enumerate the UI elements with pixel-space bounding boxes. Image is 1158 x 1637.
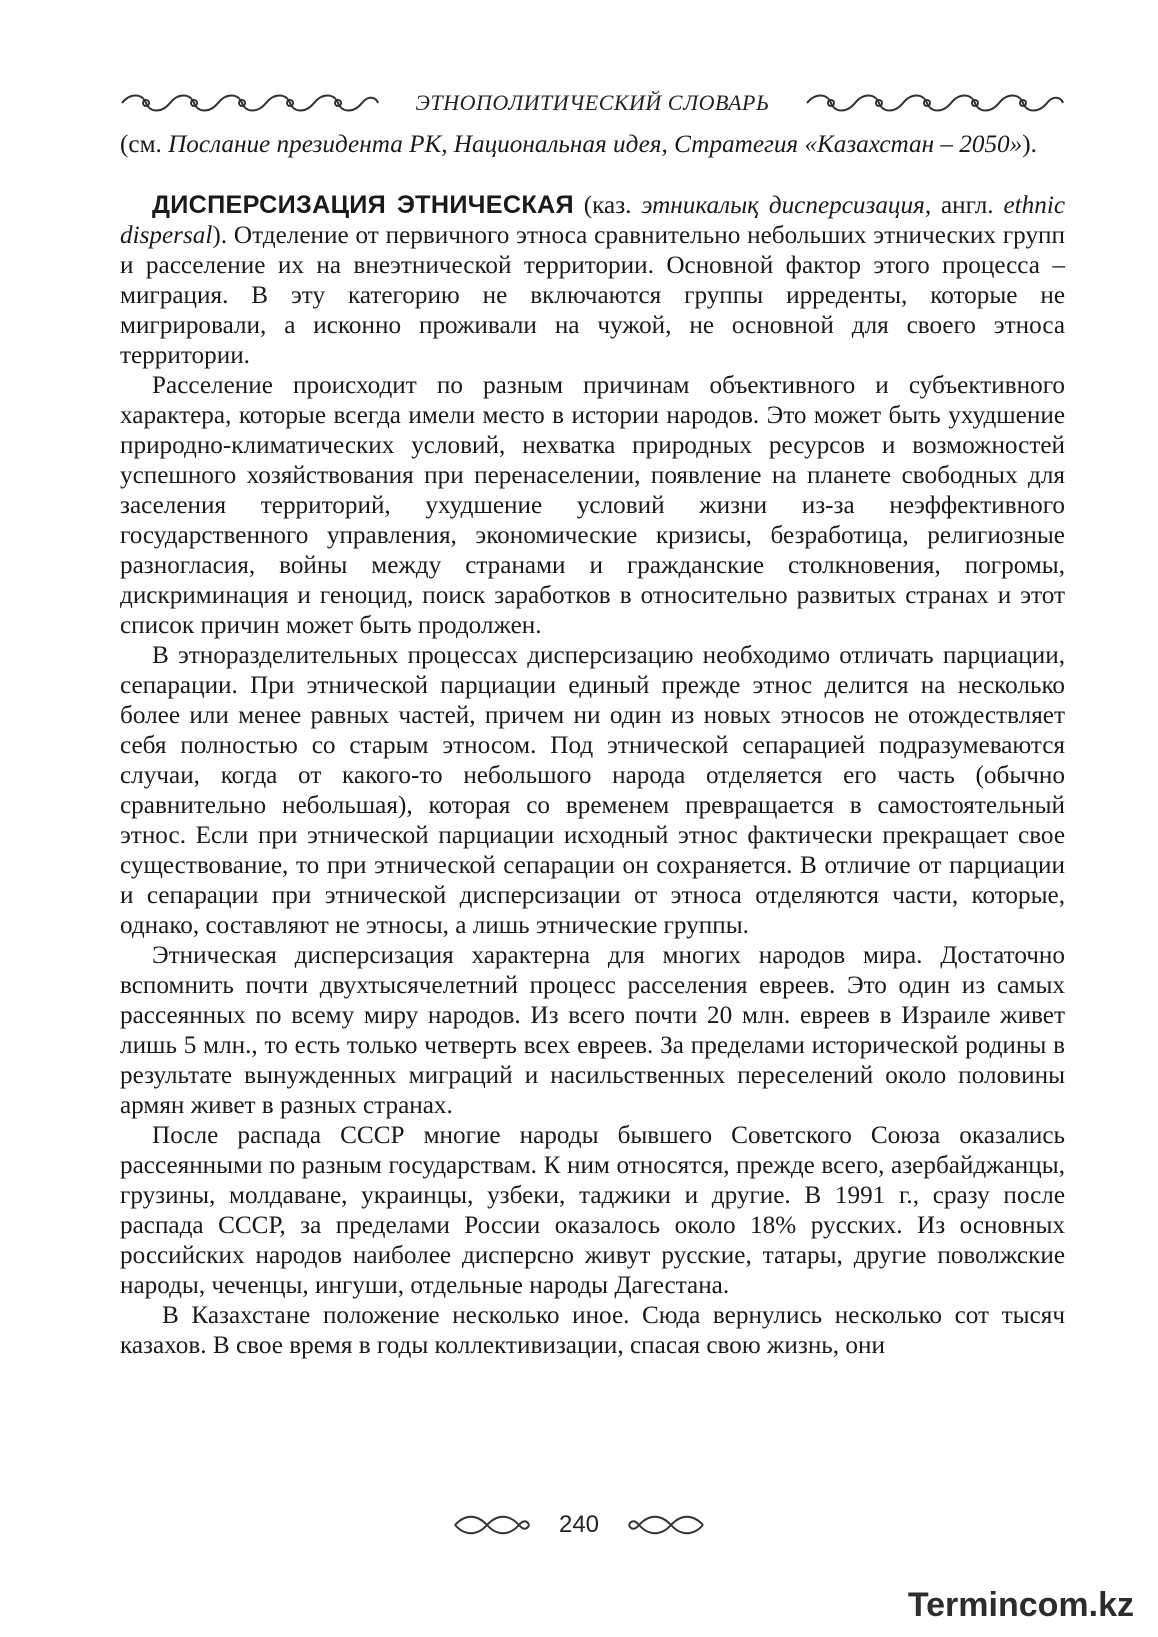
entry-headword: ДИСПЕРСИЗАЦИЯ ЭТНИЧЕСКАЯ xyxy=(152,191,574,219)
watermark-logo xyxy=(908,1580,1134,1630)
page-number: 240 xyxy=(558,1511,600,1538)
definition-text: ). Отделение от первичного этноса сравнительно небольших этнических групп и расселение их на внеэтнической территории. Основной фактор этого процесса – миграция. В эту категорию не включаются группы ирреденты, которые не мигрировали, а исконно проживали на чужой, не основной для своего этноса территории. xyxy=(120,222,1065,369)
body-paragraph: Расселение происходит по разным причинам объективного и субъективного характера, которые всегда имели место в истории народов. Это может быть ухудшение природно-климатических условий, нехватка природных ресурсов и возможностей успешного хозяйствования при перенаселении, появление на планете свободных для заселения территорий, ухудшение условий жизни из-за неэффективного государственного управления, экономические кризисы, безработица, религиозные разногласия, войны между странами и гражданские столкновения, погромы, дискриминация и геноцид, поиск заработков в относительно развитых странах и этот список причин может быть продолжен. xyxy=(120,372,1065,639)
watermark-text: Termincom.kz xyxy=(907,1585,1134,1624)
flourish-ornament-icon xyxy=(627,1512,707,1538)
running-header xyxy=(120,88,1065,118)
eng-term: ethnic dispersal xyxy=(120,192,1065,249)
carryover-close: ). xyxy=(1022,131,1037,158)
eng-prefix: , англ. xyxy=(924,192,1004,219)
kaz-term: этникалық дисперсизация xyxy=(641,192,925,219)
carryover-open: (см. xyxy=(120,131,169,158)
entry-definition xyxy=(120,190,1065,371)
body-paragraph: После распада СССР многие народы бывшего Советского Союза оказались рассеянными по разным государствам. К ним относятся, прежде всего, азербайджанцы, грузины, молдаване, украинцы, узбеки, таджики и другие. В 1991 г., сразу после распада СССР, за пределами России оказалось около 18% русских. Из основных российских народов наиболее дисперсно живут русские, татары, другие поволжские народы, чеченцы, ингуши, отдельные народы Дагестана. xyxy=(120,1122,1065,1299)
body-paragraph: В Казахстане положение несколько иное. Сюда вернулись несколько сот тысяч казахов. В свое время в годы коллективизации, спасая свою жизнь, они xyxy=(120,1302,1065,1359)
flourish-ornament-icon xyxy=(451,1512,531,1538)
page-footer xyxy=(0,1505,1158,1545)
wave-ornament-icon xyxy=(805,91,1065,115)
wave-ornament-icon xyxy=(120,91,380,115)
body-paragraph: В этноразделительных процессах дисперсизацию необходимо отличать парциации, сепарации. При этнической парциации единый прежде этнос делится на несколько более или менее равных частей, причем ни один из новых этносов не отождествляет себя полностью со старым этносом. Под этнической сепарацией подразумеваются случаи, когда от какого-то небольшого народа отделяется его часть (обычно сравнительно небольшая), которая со временем превращается в самостоятельный этнос. Если при этнической парциации исходный этнос фактически прекращает свое существование, то при этнической сепарации он сохраняется. В отличие от парциации и сепарации при этнической дисперсизации от этноса отделяются части, которые, однако, составляют не этносы, а лишь этнические группы. xyxy=(120,642,1065,939)
kaz-prefix: (каз. xyxy=(573,192,642,219)
carryover-paragraph xyxy=(120,130,1065,160)
body-paragraph: Этническая дисперсизация характерна для многих народов мира. Достаточно вспомнить почти двухтысячелетний процесс расселения евреев. Это один из самых рассеянных по всему миру народов. Из всего почти 20 млн. евреев в Израиле живет лишь 5 млн., то есть только четверть всех евреев. За пределами исторической родины в результате вынужденных миграций и насильственных переселений около половины армян живет в разных странах. xyxy=(120,942,1065,1119)
page-body xyxy=(120,130,1065,1361)
running-title: ЭТНОПОЛИТИЧЕСКИЙ СЛОВАРЬ xyxy=(415,90,770,115)
cross-references: Послание президента РК, Национальная идея, Стратегия «Казахстан – 2050» xyxy=(168,131,1023,158)
